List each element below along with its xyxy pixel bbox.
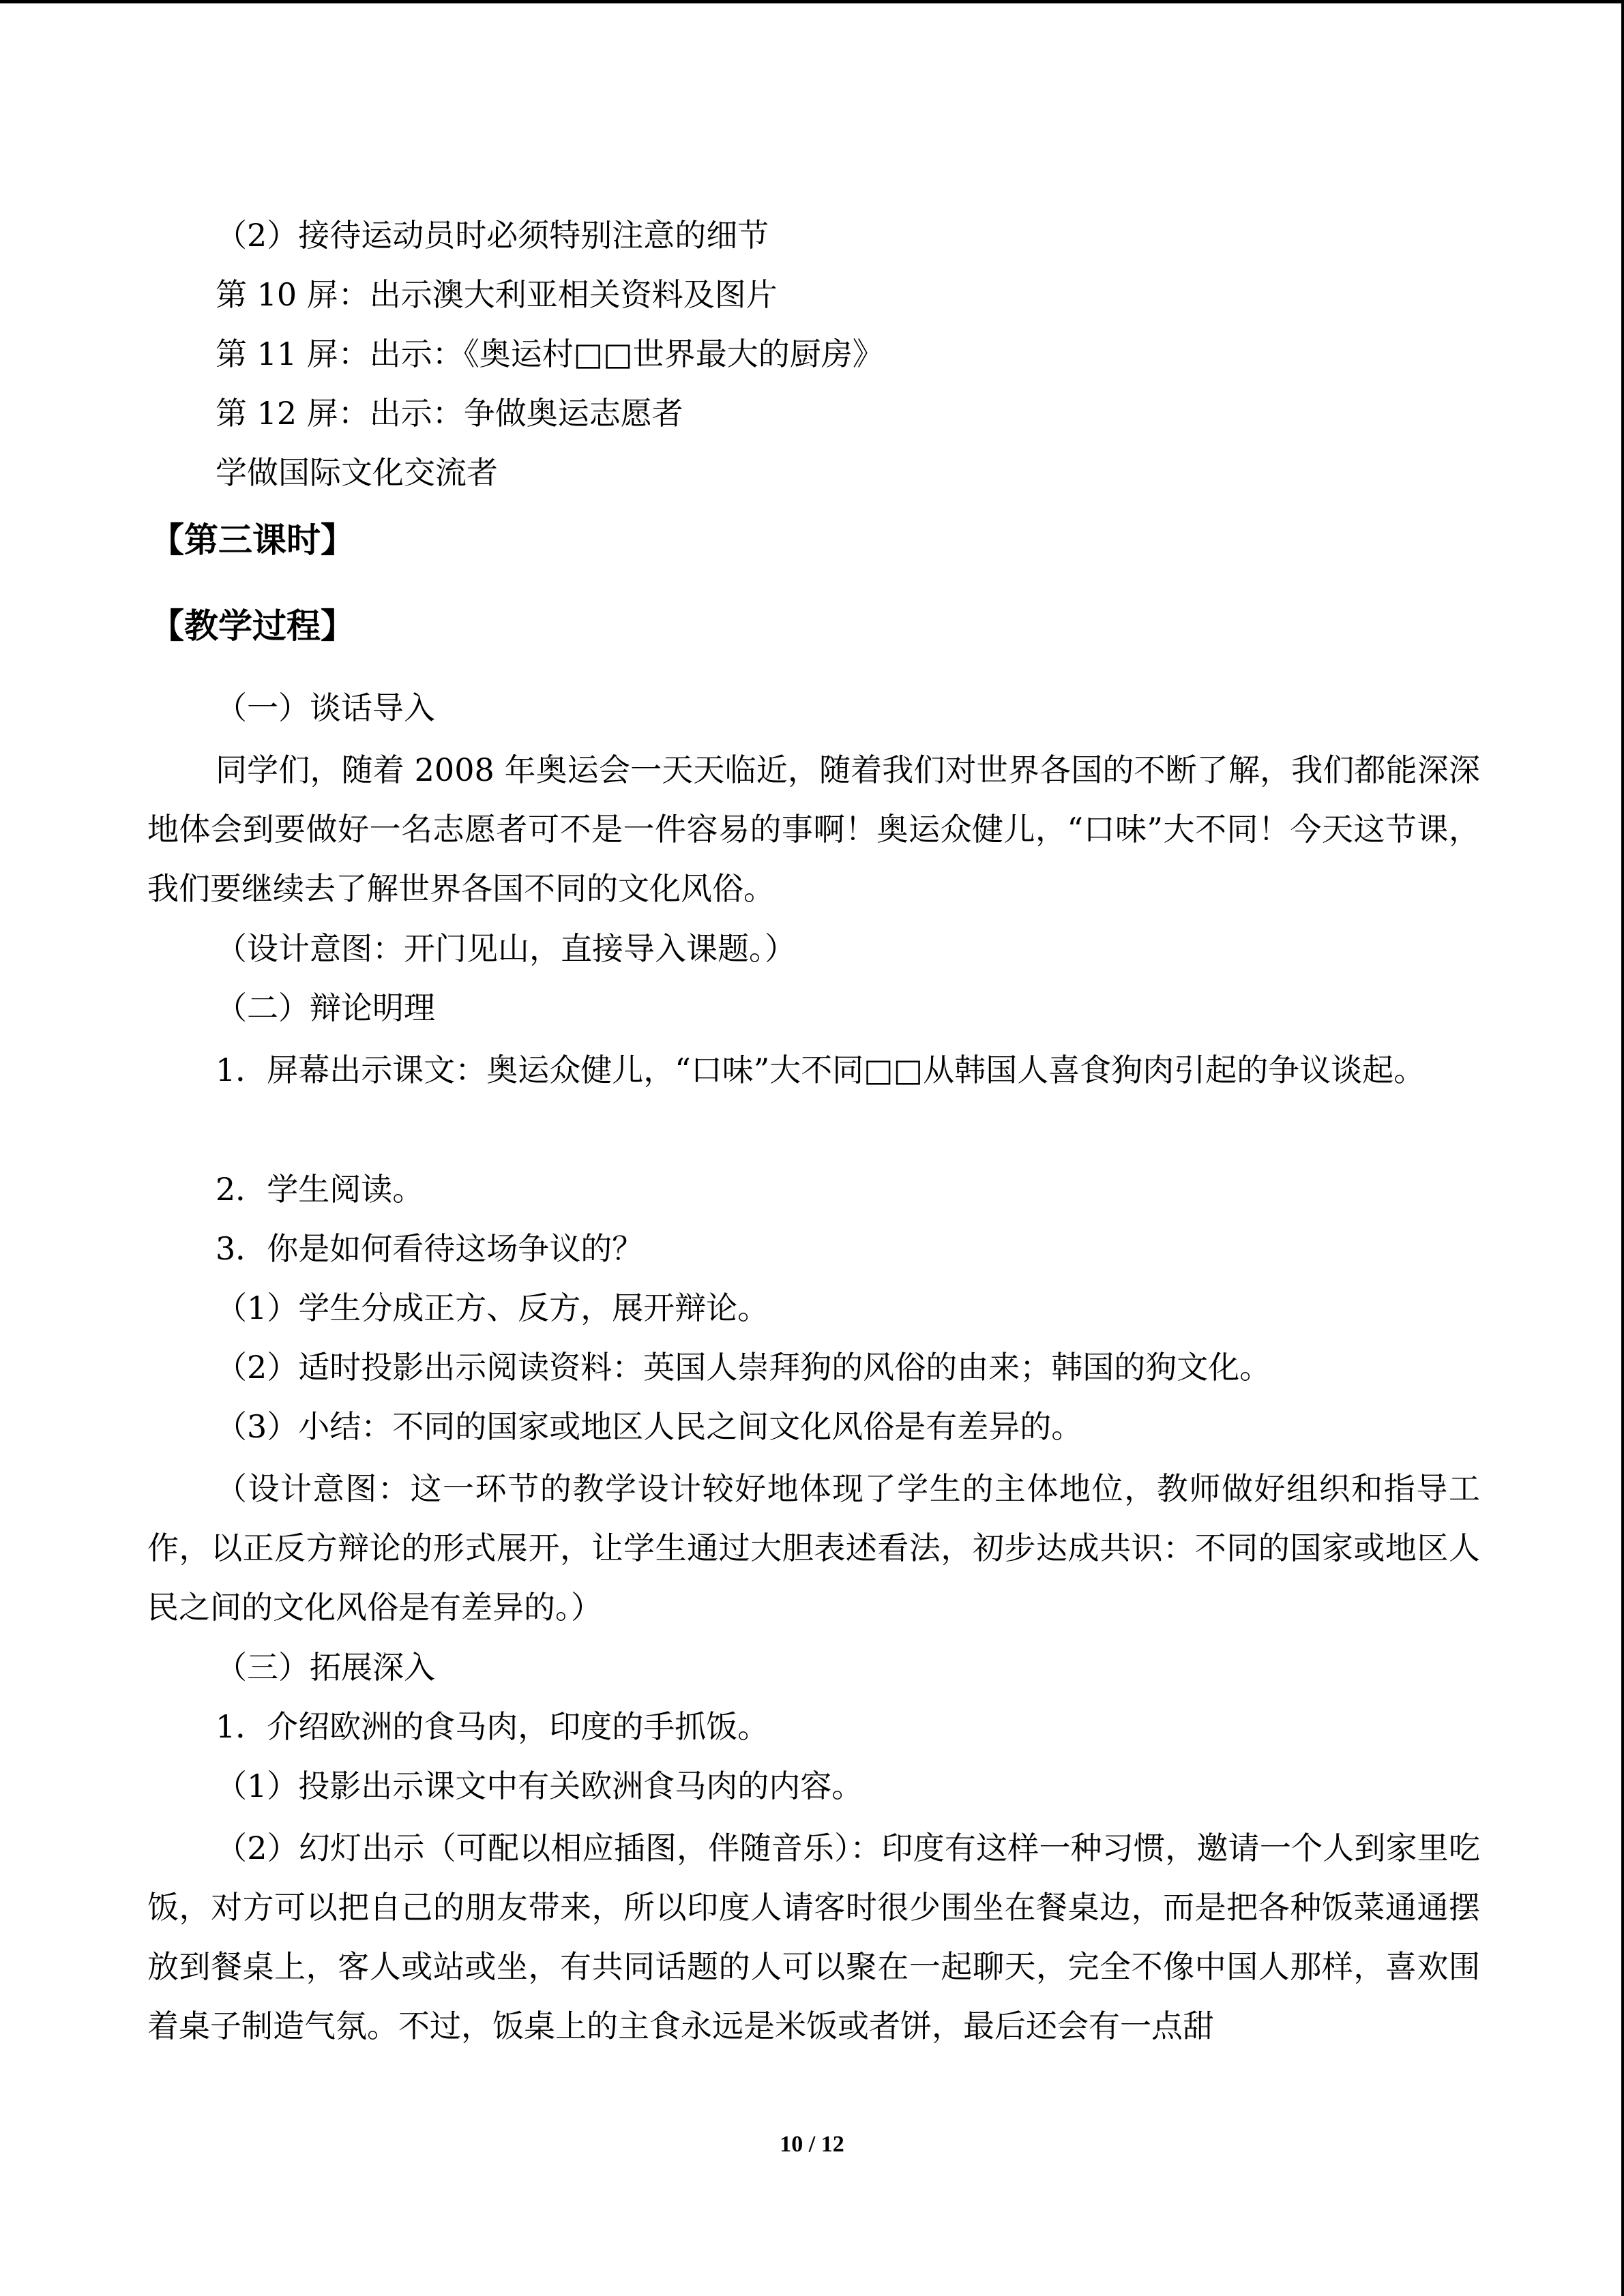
paragraph: 1．屏幕出示课文：奥运众健儿，“口味”大不同□□从韩国人喜食狗肉引起的争议谈起。 xyxy=(216,1052,1426,1088)
text-line: （3）小结：不同的国家或地区人民之间文化风俗是有差异的。 xyxy=(216,1408,1083,1445)
section-heading: 【教学过程】 xyxy=(150,606,355,646)
top-border xyxy=(0,0,1624,3)
paragraph: 同学们，随着 2008 年奥运会一天天临近，随着我们对世界各国的不断了解，我们都能深深地体会到要做好一名志愿者可不是一件容易的事啊！奥运众健儿，“口味”大不同！今天这节课，我们要继续去了解世界各国不同的文化风俗。 xyxy=(147,751,1480,907)
subsection-title: （三）拓展深入 xyxy=(216,1649,435,1686)
subsection-title: （二）辩论明理 xyxy=(216,989,435,1026)
text-line: （2）适时投影出示阅读资料：英国人崇拜狗的风俗的由来；韩国的狗文化。 xyxy=(216,1349,1271,1386)
text-line: （1）学生分成正方、反方，展开辩论。 xyxy=(216,1289,769,1326)
text-line: 1．介绍欧洲的食马肉，印度的手抓饭。 xyxy=(216,1708,769,1745)
page-number: 10 / 12 xyxy=(780,2132,844,2157)
text-line: 学做国际文化交流者 xyxy=(216,454,498,491)
section-heading: 【第三课时】 xyxy=(150,520,355,560)
text-line: （设计意图：开门见山，直接导入课题。） xyxy=(216,930,796,967)
text-line: 3．你是如何看待这场争议的？ xyxy=(216,1230,644,1267)
subsection-title: （一）谈话导入 xyxy=(216,689,435,726)
right-border xyxy=(1621,0,1624,2296)
text-line: 第 10 屏：出示澳大利亚相关资料及图片 xyxy=(216,276,778,313)
text-line: 2．学生阅读。 xyxy=(216,1171,424,1208)
text-line: 第 11 屏：出示：《奥运村□□世界最大的厨房》 xyxy=(216,336,884,372)
text-line: 第 12 屏：出示：争做奥运志愿者 xyxy=(216,395,683,432)
text-line: （2）接待运动员时必须特别注意的细节 xyxy=(216,217,769,254)
paragraph: （2）幻灯出示（可配以相应插图，伴随音乐）：印度有这样一种习惯，邀请一个人到家里吃饭，对方可以把自己的朋友带来，所以印度人请客时很少围坐在餐桌边，而是把各种饭菜通通摆放到餐桌上，客人或站或坐，有共同话题的人可以聚在一起聊天，完全不像中国人那样，喜欢围着桌子制造气氛。不过，饭桌上的主食永远是米饭或者饼，最后还会有一点甜 xyxy=(147,1830,1480,2044)
text-line: （1）投影出示课文中有关欧洲食马肉的内容。 xyxy=(216,1768,863,1804)
paragraph: （设计意图：这一环节的教学设计较好地体现了学生的主体地位，教师做好组织和指导工作，以正反方辩论的形式展开，让学生通过大胆表述看法，初步达成共识：不同的国家或地区人民之间的文化风俗是有差异的。） xyxy=(147,1470,1480,1626)
